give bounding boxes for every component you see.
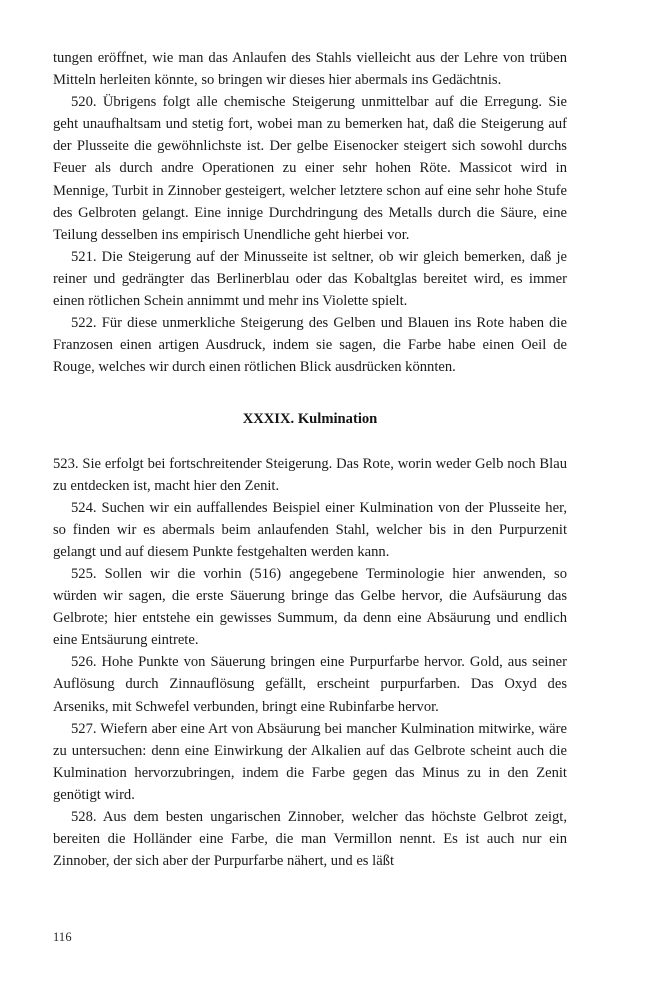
paragraph-523: 523. Sie erfolgt bei fortschreitender Steigerung. Das Rote, worin weder Gelb noch Blau zu entdecken ist, macht hier den Zenit. (53, 455, 567, 494)
paragraph-522: 522. Für diese unmerkliche Steigerung des Gelben und Blauen ins Rote haben die Franzosen einen artigen Ausdruck, indem sie sagen, die Farbe habe einen Oeil de Rouge, welches wir durch einen rötlichen Blick ausdrücken könnten. (53, 315, 567, 376)
page-number: 116 (53, 930, 72, 944)
paragraph-528: 528. Aus dem besten ungarischen Zinnober, welcher das höchste Gelbrot zeigt, bereiten die Holländer eine Farbe, die man Vermillon nennt. Es ist auch nur ein Zinnober, der sich aber der Purpurfarbe nähert, und es läßt (53, 809, 567, 870)
paragraph-527: 527. Wiefern aber eine Art von Absäurung bei mancher Kulmination mitwirke, wäre zu untersuchen: denn eine Einwirkung der Alkalien auf das Gelbrote scheint auch die Kulmination hervorzubringen, indem die Farbe gegen das Minus zu in den Zenit genötigt wird. (53, 720, 567, 803)
paragraph-525: 525. Sollen wir die vorhin (516) angegebene Terminologie hier anwenden, so würden wir sagen, die erste Säuerung bringe das Gelbe hervor, die Aufsäurung das Gelbrote; hier entstehe ein gewisses Summum, da denn eine Absäurung und endlich eine Entsäurung eintrete. (53, 565, 567, 649)
paragraph-521: 521. Die Steigerung auf der Minusseite ist seltner, ob wir gleich bemerken, daß je reiner und gedrängter das Berlinerblau oder das Kobaltglas bereitet wird, es immer einen rötlichen Schein annimmt und mehr ins Violette spielt. (53, 248, 567, 310)
page-text-block (53, 47, 567, 872)
paragraph-520: 520. Übrigens folgt alle chemische Steigerung unmittelbar auf die Erregung. Sie geht unaufhaltsam und stetig fort, wobei man zu bemerken hat, daß die Steigerung auf der Plusseite die gewöhnlichste ist. Der gelbe Eisenocker steigert sich sowohl durchs Feuer als durch andre Operationen zu einer sehr hohen Röte. Massicot wird in Mennige, Turbit in Zinnober gesteigert, welcher letztere schon auf eine sehr hohe Stufe des Gelbroten gelangt. Eine innige Durchdringung des Metalls durch die Säure, eine Teilung desselben ins empirisch Unendliche geht hierbei vor. (53, 94, 567, 243)
section-heading: XXXIX. Kulmination (242, 411, 378, 428)
paragraph-526: 526. Hohe Punkte von Säuerung bringen eine Purpurfarbe hervor. Gold, aus seiner Auflösung durch Zinnauflösung gefällt, erscheint purpurfarben. Das Oxyd des Arseniks, mit Schwefel verbunden, bringt eine Rubinfarbe hervor. (53, 654, 567, 715)
paragraph-524: 524. Suchen wir ein auffallendes Beispiel einer Kulmination von der Plusseite her, so finden wir es abermals beim anlaufenden Stahl, welcher bis in den Purpurzenit gelangt und auf diesem Punkte festgehalten werden kann. (53, 499, 567, 560)
paragraph-continuation: tungen eröffnet, wie man das Anlaufen des Stahls vielleicht aus der Lehre von trüben Mitteln herleiten könnte, so bringen wir dieses hier abermals ins Gedächtnis. (53, 50, 567, 89)
